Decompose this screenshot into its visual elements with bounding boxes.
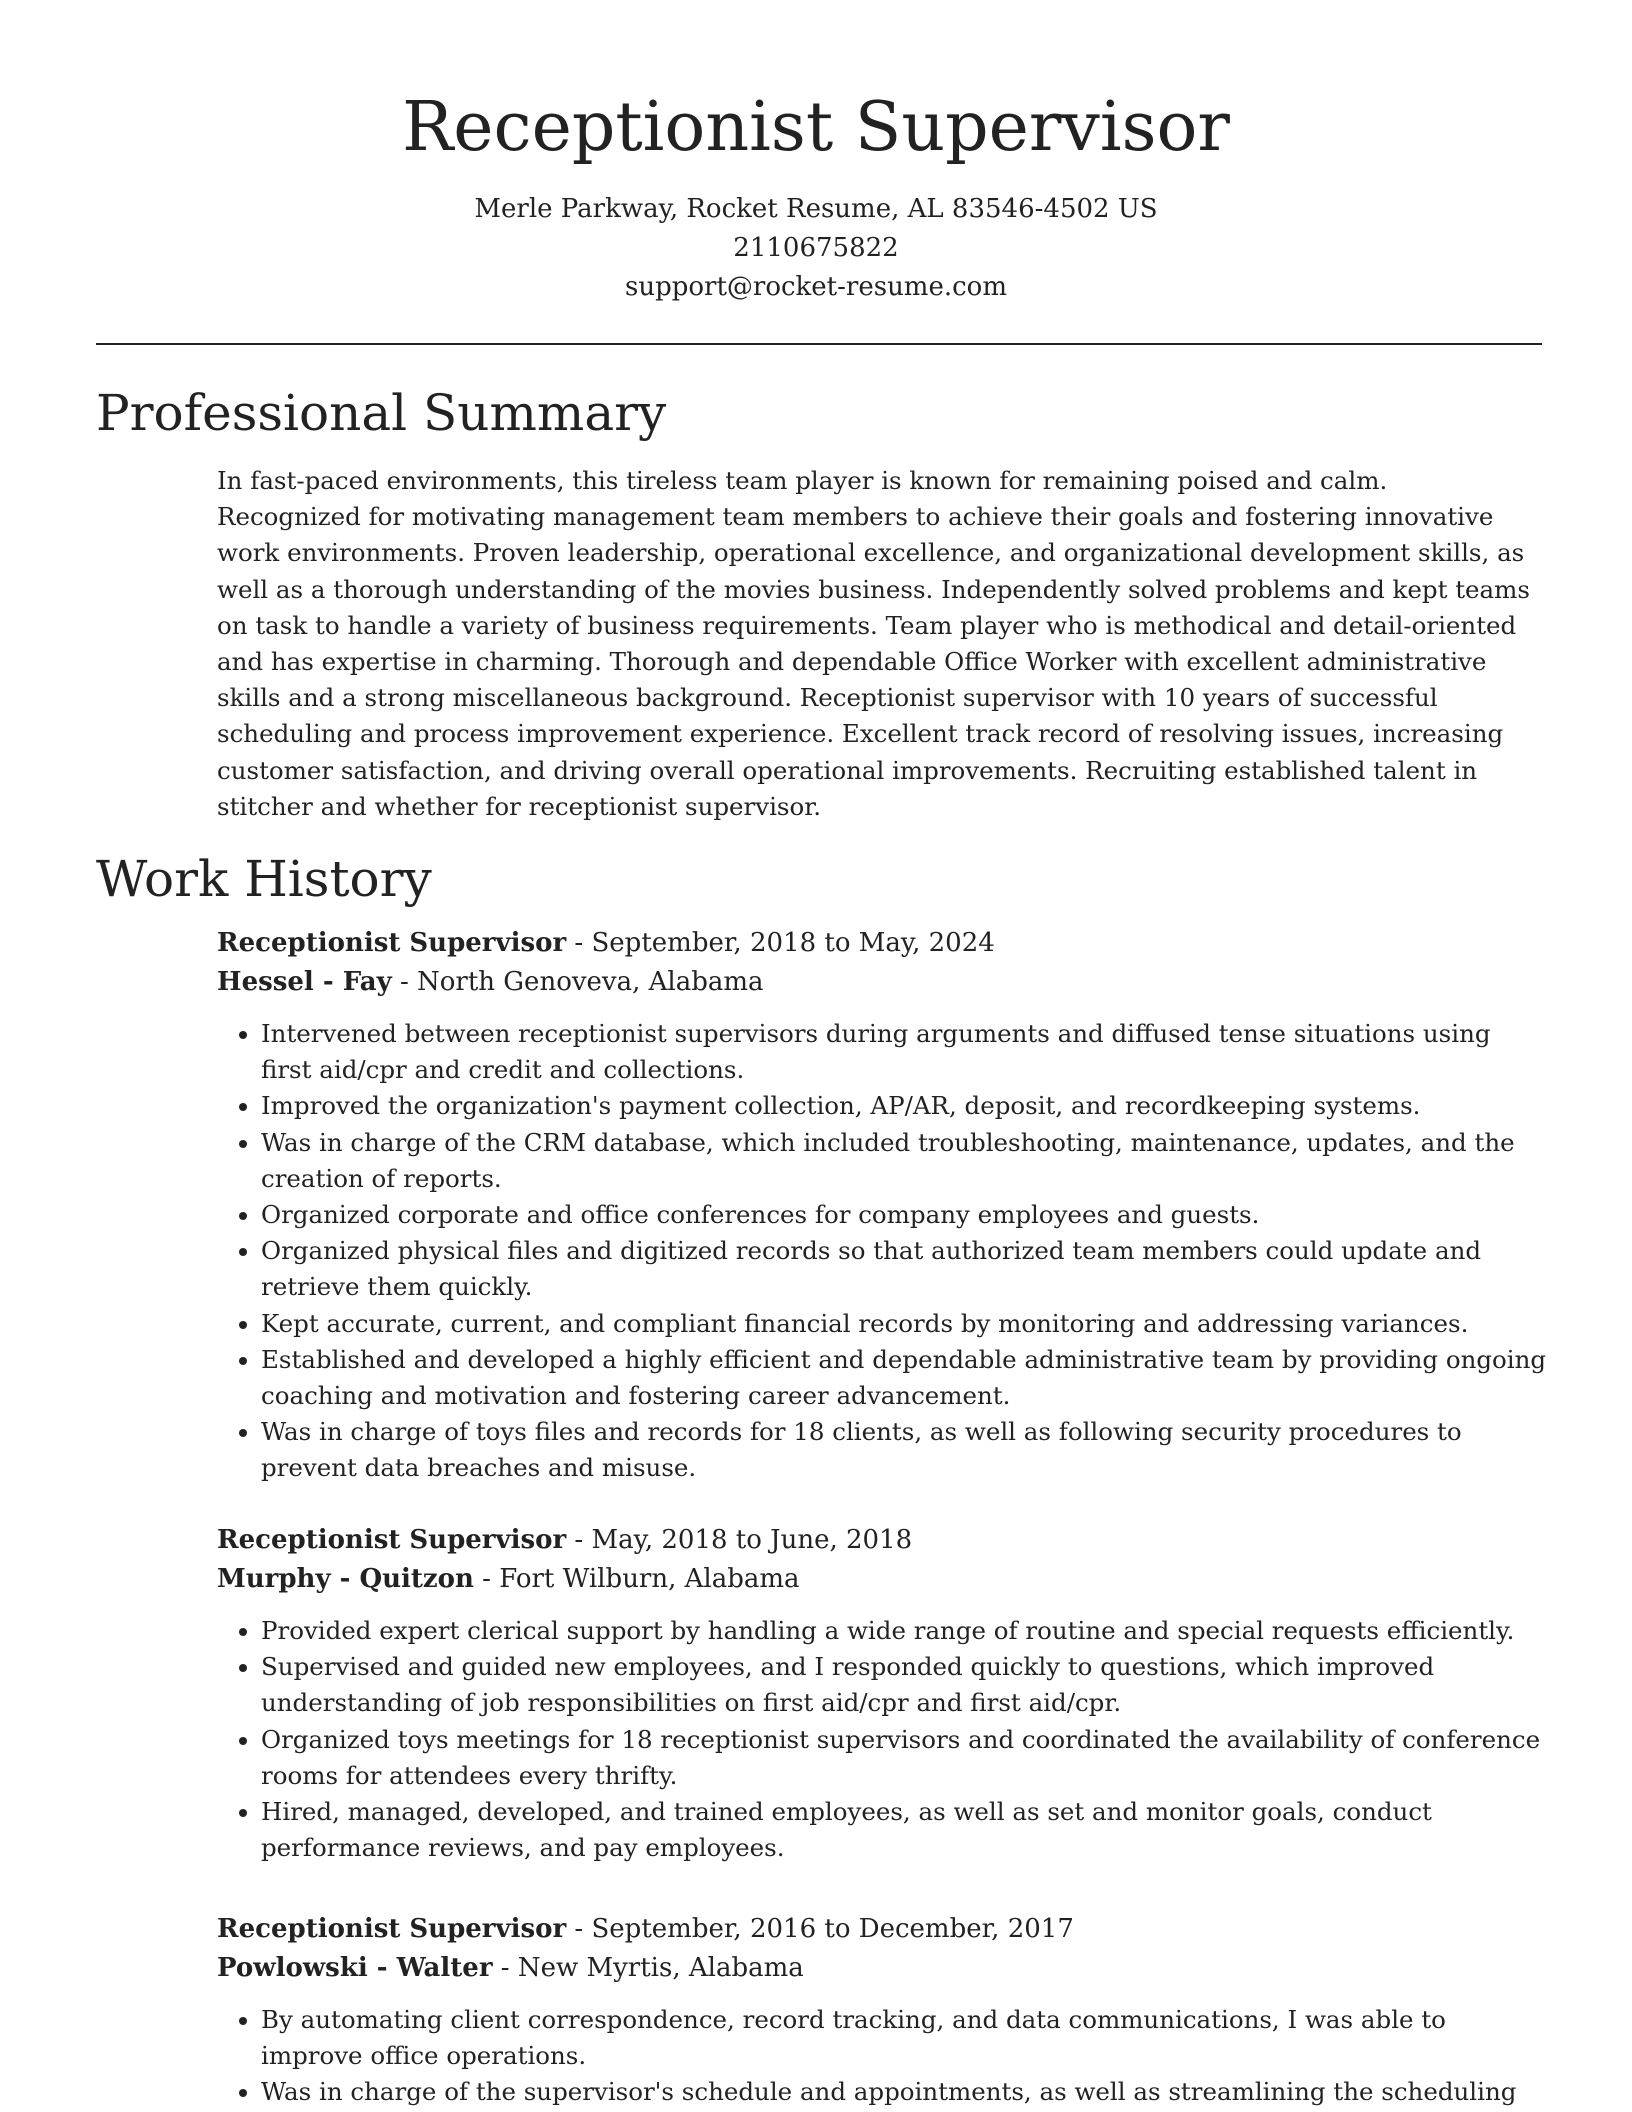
job-company-line — [217, 1949, 1547, 1988]
job-bullets — [217, 1613, 1547, 1866]
job-entry — [217, 1910, 1547, 2111]
list-item: • Organized toys meetings for 18 receptionist supervisors and coordinated the availability of conference rooms for attendees every thrifty. — [261, 1722, 1547, 1794]
job-company: Murphy - Quitzon — [217, 1564, 474, 1594]
job-bullets — [217, 2002, 1547, 2111]
list-item: • Hired, managed, developed, and trained employees, as well as set and monitor goals, conduct performance reviews, and pay employees. — [261, 1794, 1547, 1866]
job-entry — [217, 1521, 1547, 1866]
job-role: Receptionist Supervisor — [217, 928, 567, 958]
job-company: Powlowski - Walter — [217, 1953, 493, 1983]
job-company: Hessel - Fay — [217, 967, 392, 997]
candidate-name: Receptionist Supervisor — [402, 88, 1230, 167]
contact-address: Merle Parkway, Rocket Resume, AL 83546-4502 US — [474, 194, 1158, 224]
job-dates: - September, 2016 to December, 2017 — [566, 1914, 1074, 1944]
list-item: • Improved the organization's payment collection, AP/AR, deposit, and recordkeeping systems. — [261, 1088, 1547, 1124]
list-item: • By automating client correspondence, record tracking, and data communications, I was able to improve office operations. — [261, 2002, 1547, 2074]
job-title-line — [217, 1910, 1547, 1949]
job-company-line — [217, 963, 1547, 1002]
job-bullets — [217, 1016, 1547, 1487]
list-item: • Organized physical files and digitized records so that authorized team members could update and retrieve them quickly. — [261, 1233, 1547, 1305]
list-item: • Was in charge of the CRM database, which included troubleshooting, maintenance, updates, and the creation of reports. — [261, 1125, 1547, 1197]
list-item: • Organized corporate and office conferences for company employees and guests. — [261, 1197, 1547, 1233]
summary-heading: Professional Summary — [96, 384, 667, 442]
contact-email: support@rocket-resume.com — [624, 272, 1007, 302]
list-item: • Provided expert clerical support by handling a wide range of routine and special requests efficiently. — [261, 1613, 1547, 1649]
work-history-heading: Work History — [96, 850, 432, 908]
list-item: • Was in charge of toys files and records for 18 clients, as well as following security procedures to prevent data breaches and misuse. — [261, 1414, 1547, 1486]
job-entry — [217, 924, 1547, 1487]
job-title-line — [217, 1521, 1547, 1560]
job-dates: - September, 2018 to May, 2024 — [566, 928, 995, 958]
summary-text: In fast-paced environments, this tireless team player is known for remaining poised and calm. Recognized for motivating management team members to achieve their goals and fostering innovative work environments. Proven leadership, operational excellence, and organizational development skills, as well as a thorough understanding of the movies business. Independently solved problems and kept teams on task to handle a variety of business requirements. Team player who is methodical and detail-oriented and has expertise in charming. Thorough and dependable Office Worker with excellent administrative skills and a strong miscellaneous background. Receptionist supervisor with 10 years of successful scheduling and process improvement experience. Excellent track record of resolving issues, increasing customer satisfaction, and driving overall operational improvements. Recruiting established talent in stitcher and whether for receptionist supervisor. — [217, 466, 1530, 821]
job-location: - Fort Wilburn, Alabama — [473, 1564, 800, 1594]
resume-header — [0, 0, 1632, 307]
list-item: • Was in charge of the supervisor's schedule and appointments, as well as streamlining the scheduling — [261, 2074, 1547, 2110]
job-dates: - May, 2018 to June, 2018 — [566, 1525, 913, 1555]
contact-phone: 2110675822 — [733, 233, 899, 263]
job-role: Receptionist Supervisor — [217, 1525, 567, 1555]
job-role: Receptionist Supervisor — [217, 1914, 567, 1944]
list-item: • Intervened between receptionist supervisors during arguments and diffused tense situations using first aid/cpr and credit and collections. — [261, 1016, 1547, 1088]
list-item: • Established and developed a highly efficient and dependable administrative team by providing ongoing coaching and motivation and fostering career advancement. — [261, 1342, 1547, 1414]
job-location: - North Genoveva, Alabama — [391, 967, 764, 997]
header-divider — [96, 343, 1542, 345]
list-item: • Supervised and guided new employees, and I responded quickly to questions, which improved understanding of job responsibilities on first aid/cpr and first aid/cpr. — [261, 1649, 1547, 1721]
job-title-line — [217, 924, 1547, 963]
contact-block — [0, 190, 1632, 307]
job-company-line — [217, 1560, 1547, 1599]
job-location: - New Myrtis, Alabama — [492, 1953, 804, 1983]
list-item: • Kept accurate, current, and compliant financial records by monitoring and addressing variances. — [261, 1306, 1547, 1342]
